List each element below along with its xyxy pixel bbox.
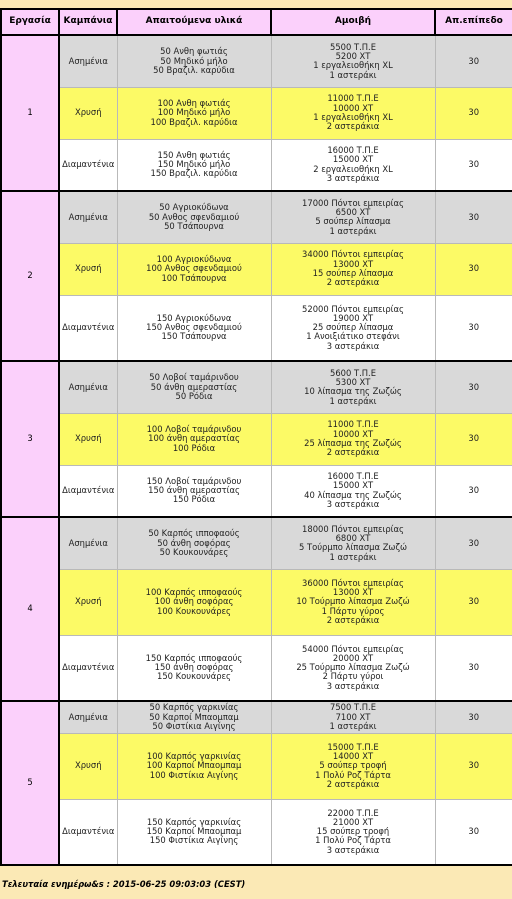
campaign-cell: Ασημένια: [59, 35, 117, 87]
reward-line: 15000 ΧΤ: [332, 480, 374, 491]
material-line: 50 Βραζιλ. καρύδια: [153, 64, 235, 75]
level-cell: 30: [435, 35, 512, 87]
reward-cell: [271, 87, 435, 139]
table-row: [1, 295, 512, 361]
header-row: [1, 9, 512, 35]
level-cell: 30: [435, 465, 512, 517]
reward-line: 11000 Τ.Π.Ε: [327, 93, 379, 104]
campaign-cell: Διαμαντένια: [59, 799, 117, 865]
table-row: [1, 361, 512, 413]
reward-line: 1 αστεράκι: [329, 225, 377, 236]
reward-line: 1 εργαλειοθήκη XL: [313, 112, 393, 122]
reward-line: 17000 Πόντοι εμπειρίας: [302, 197, 404, 208]
level-cell: 30: [435, 635, 512, 701]
reward-line: 15000 ΧΤ: [332, 154, 374, 165]
materials-cell: [117, 361, 271, 413]
header-materials[interactable]: Απαιτούμενα υλικά: [117, 9, 271, 35]
reward-cell: [271, 465, 435, 517]
reward-line: 16000 Τ.Π.Ε: [327, 471, 379, 482]
material-line: 150 Μηδικό μήλο: [157, 159, 231, 170]
header-campaign[interactable]: Καμπάνια: [59, 9, 117, 35]
reward-line: 25 Τούρμπο λίπασμα Ζωζώ: [296, 662, 410, 673]
material-line: 50 Ανθη φωτιάς: [160, 46, 228, 57]
reward-line: 5500 Τ.Π.Ε: [329, 41, 376, 52]
campaign-cell: Ασημένια: [59, 361, 117, 413]
reward-line: 10000 ΧΤ: [332, 428, 374, 439]
quest-number: 5: [1, 701, 59, 865]
campaign-cell: Ασημένια: [59, 701, 117, 733]
material-line: 50 Κουκουνάρες: [159, 546, 229, 557]
reward-cell: [271, 295, 435, 361]
reward-cell: [271, 139, 435, 191]
material-line: 50 Ανθος σφενδαμιού: [148, 211, 240, 222]
reward-line: 3 αστεράκια: [326, 680, 380, 691]
reward-line: 2 εργαλειοθήκη XL: [313, 163, 393, 174]
level-cell: 30: [435, 569, 512, 635]
material-line: 50 Ρόδια: [175, 390, 213, 401]
material-line: 150 Ανθος σφενδαμιού: [146, 322, 242, 333]
materials-cell: [117, 799, 271, 865]
material-line: 150 Τσάπουρνα: [161, 331, 227, 342]
level-cell: 30: [435, 701, 512, 733]
header-level[interactable]: Απ.επίπεδο: [435, 9, 512, 35]
reward-line: 5200 ΧΤ: [335, 50, 371, 61]
table-row: [1, 243, 512, 295]
materials-cell: [117, 733, 271, 799]
reward-line: 10000 ΧΤ: [332, 102, 374, 113]
reward-line: 1 Πολύ Ροζ Τάρτα: [315, 769, 391, 780]
material-line: 50 Αγριοκύδωνα: [159, 202, 229, 213]
material-line: 50 Καρπός ιπποφαούς: [148, 528, 240, 539]
last-updated-footer: Τελευταία ενημέρω&s : 2015-06-25 09:03:03 (CEST): [2, 879, 246, 889]
level-cell: 30: [435, 191, 512, 243]
reward-line: 22000 Τ.Π.Ε: [327, 807, 379, 818]
reward-cell: [271, 243, 435, 295]
table-row: [1, 701, 512, 733]
reward-line: 2 αστεράκια: [326, 778, 380, 789]
reward-line: 13000 ΧΤ: [332, 258, 374, 269]
table-row: [1, 517, 512, 569]
reward-line: 25 σούπερ λίπασμα: [312, 322, 394, 333]
reward-cell: [271, 517, 435, 569]
reward-line: 5 Τούρμπο λίπασμα Ζωζώ: [298, 542, 408, 553]
reward-cell: [271, 569, 435, 635]
reward-line: 3 αστεράκια: [326, 340, 380, 351]
reward-line: 2 Πάρτυ γύροι: [322, 671, 384, 682]
reward-line: 3 αστεράκια: [326, 844, 380, 855]
reward-line: 1 αστεράκι: [329, 551, 377, 562]
level-cell: 30: [435, 87, 512, 139]
reward-line: 1 Πολύ Ροζ Τάρτα: [315, 835, 391, 846]
reward-line: 14000 ΧΤ: [332, 751, 374, 762]
quest-number: 4: [1, 517, 59, 701]
level-cell: 30: [435, 295, 512, 361]
quest-table: [0, 8, 512, 866]
materials-cell: [117, 569, 271, 635]
campaign-cell: Διαμαντένια: [59, 139, 117, 191]
material-line: 50 Φιστίκια Αιγίνης: [152, 720, 236, 731]
reward-line: 6500 ΧΤ: [335, 206, 371, 217]
campaign-cell: Διαμαντένια: [59, 295, 117, 361]
reward-line: 5 σούπερ τροφή: [319, 760, 387, 771]
table-row: [1, 87, 512, 139]
material-line: 100 Καρπός γαρκινίας: [146, 751, 242, 762]
reward-cell: [271, 361, 435, 413]
campaign-cell: Ασημένια: [59, 191, 117, 243]
material-line: 100 Ανθη φωτιάς: [157, 98, 231, 109]
material-line: 100 Καρπός ιπποφαούς: [145, 587, 243, 598]
material-line: 150 Λοβοί ταμάρινδου: [146, 475, 242, 486]
reward-line: 34000 Πόντοι εμπειρίας: [302, 249, 404, 260]
reward-line: 13000 ΧΤ: [332, 587, 374, 598]
material-line: 100 Λοβοί ταμάρινδου: [146, 424, 242, 435]
reward-cell: [271, 635, 435, 701]
level-cell: 30: [435, 799, 512, 865]
reward-cell: [271, 701, 435, 733]
material-line: 150 Φιστίκια Αιγίνης: [149, 835, 239, 846]
reward-line: 10 λίπασμα της Ζωζώς: [304, 386, 402, 397]
materials-cell: [117, 87, 271, 139]
materials-cell: [117, 35, 271, 87]
material-line: 150 Αγριοκύδωνα: [156, 312, 232, 323]
reward-line: 10 Τούρμπο λίπασμα Ζωζώ: [296, 596, 410, 607]
reward-line: 2 αστεράκια: [326, 121, 380, 132]
materials-cell: [117, 243, 271, 295]
reward-line: 1 αστεράκι: [329, 69, 377, 80]
material-line: 150 Καρπός γαρκινίας: [146, 816, 242, 827]
table-row: [1, 35, 512, 87]
reward-line: 18000 Πόντοι εμπειρίας: [302, 523, 404, 534]
reward-line: 20000 ΧΤ: [332, 652, 374, 663]
table-row: [1, 413, 512, 465]
campaign-cell: Διαμαντένια: [59, 635, 117, 701]
reward-cell: [271, 35, 435, 87]
table-row: [1, 733, 512, 799]
reward-line: 6800 ΧΤ: [335, 532, 371, 543]
reward-line: 3 αστεράκια: [326, 173, 380, 184]
materials-cell: [117, 465, 271, 517]
reward-line: 2 αστεράκια: [326, 277, 380, 288]
reward-cell: [271, 191, 435, 243]
quest-number: 1: [1, 35, 59, 191]
table-row: [1, 569, 512, 635]
table-row: [1, 799, 512, 865]
header-quest[interactable]: Εργασία: [1, 9, 59, 35]
level-cell: 30: [435, 733, 512, 799]
quest-number: 3: [1, 361, 59, 517]
material-line: 100 Τσάπουρνα: [161, 272, 227, 283]
reward-line: 15 σούπερ τροφή: [316, 826, 390, 837]
material-line: 150 Βραζιλ. καρύδια: [150, 168, 238, 179]
material-line: 150 Καρπός ιπποφαούς: [145, 652, 243, 663]
material-line: 100 Αγριοκύδωνα: [156, 254, 232, 265]
material-line: 100 Κουκουνάρες: [157, 605, 231, 616]
reward-line: 1 αστεράκι: [329, 395, 377, 406]
material-line: 150 Ανθη φωτιάς: [157, 149, 231, 160]
material-line: 150 Ρόδια: [172, 494, 216, 505]
reward-line: 5300 ΧΤ: [335, 376, 371, 387]
reward-line: 2 αστεράκια: [326, 614, 380, 625]
material-line: 50 Μηδικό μήλο: [160, 55, 228, 66]
campaign-cell: Χρυσή: [59, 87, 117, 139]
reward-line: 15 σούπερ λίπασμα: [312, 268, 394, 278]
reward-cell: [271, 413, 435, 465]
table-row: [1, 191, 512, 243]
header-reward[interactable]: Αμοιβή: [271, 9, 435, 35]
level-cell: 30: [435, 517, 512, 569]
material-line: 100 Ανθος σφενδαμιού: [146, 263, 242, 274]
materials-cell: [117, 191, 271, 243]
reward-line: 1 Πάρτυ γύρος: [321, 605, 385, 616]
reward-line: 1 Ανοιξιάτικο στεφάνι: [306, 331, 400, 342]
reward-line: 25 λίπασμα της Ζωζώς: [304, 438, 402, 448]
material-line: 100 Ρόδια: [172, 442, 216, 453]
reward-line: 21000 ΧΤ: [332, 816, 374, 827]
reward-cell: [271, 799, 435, 865]
reward-line: 36000 Πόντοι εμπειρίας: [302, 577, 404, 588]
reward-line: 52000 Πόντοι εμπειρίας: [302, 303, 404, 314]
reward-line: 3 αστεράκια: [326, 499, 380, 510]
level-cell: 30: [435, 413, 512, 465]
reward-line: 54000 Πόντοι εμπειρίας: [302, 643, 404, 654]
material-line: 50 άνθη αμεραστίας: [150, 381, 238, 392]
reward-line: 16000 Τ.Π.Ε: [327, 145, 379, 156]
table-row: [1, 465, 512, 517]
materials-cell: [117, 295, 271, 361]
table-row: [1, 635, 512, 701]
material-line: 100 άνθη σοφόρας: [154, 596, 234, 607]
reward-line: 7500 Τ.Π.Ε: [329, 702, 376, 713]
material-line: 150 άνθη αμεραστίας: [148, 485, 240, 496]
material-line: 150 Καρποί Μπαομπαμ: [146, 826, 242, 837]
material-line: 100 άνθη αμεραστίας: [148, 433, 240, 444]
materials-cell: [117, 413, 271, 465]
reward-line: 1 αστεράκι: [329, 720, 377, 731]
materials-cell: [117, 139, 271, 191]
material-line: 100 Μηδικό μήλο: [157, 107, 231, 118]
material-line: 50 Τσάπουρνα: [164, 220, 224, 231]
reward-line: 40 λίπασμα της Ζωζώς: [304, 489, 402, 500]
material-line: 100 Φιστίκια Αιγίνης: [149, 769, 239, 780]
reward-line: 19000 ΧΤ: [332, 312, 374, 323]
material-line: 50 Καρπός γαρκινίας: [149, 702, 239, 713]
level-cell: 30: [435, 139, 512, 191]
reward-line: 5 σούπερ λίπασμα: [315, 216, 391, 227]
reward-line: 2 αστεράκια: [326, 447, 380, 458]
campaign-cell: Χρυσή: [59, 733, 117, 799]
reward-line: 15000 Τ.Π.Ε: [327, 741, 379, 752]
material-line: 150 άνθη σοφόρας: [154, 662, 234, 673]
material-line: 150 Κουκουνάρες: [157, 671, 231, 682]
material-line: 50 άνθη σοφόρας: [157, 537, 231, 548]
campaign-cell: Χρυσή: [59, 413, 117, 465]
materials-cell: [117, 635, 271, 701]
material-line: 100 Βραζιλ. καρύδια: [150, 116, 238, 127]
campaign-cell: Χρυσή: [59, 569, 117, 635]
reward-line: 1 εργαλειοθήκη XL: [313, 60, 393, 71]
materials-cell: [117, 701, 271, 733]
campaign-cell: Ασημένια: [59, 517, 117, 569]
reward-line: 11000 Τ.Π.Ε: [327, 419, 379, 430]
level-cell: 30: [435, 243, 512, 295]
reward-cell: [271, 733, 435, 799]
material-line: 100 Καρποί Μπαομπαμ: [146, 760, 242, 771]
material-line: 50 Λοβοί ταμάρινδου: [149, 372, 239, 383]
level-cell: 30: [435, 361, 512, 413]
quest-number: 2: [1, 191, 59, 361]
reward-line: 7100 ΧΤ: [335, 711, 371, 722]
table-row: [1, 139, 512, 191]
quest-table-body: [1, 35, 512, 865]
campaign-cell: Διαμαντένια: [59, 465, 117, 517]
materials-cell: [117, 517, 271, 569]
reward-line: 5600 Τ.Π.Ε: [329, 367, 376, 378]
material-line: 50 Καρποί Μπαομπαμ: [149, 711, 239, 722]
campaign-cell: Χρυσή: [59, 243, 117, 295]
